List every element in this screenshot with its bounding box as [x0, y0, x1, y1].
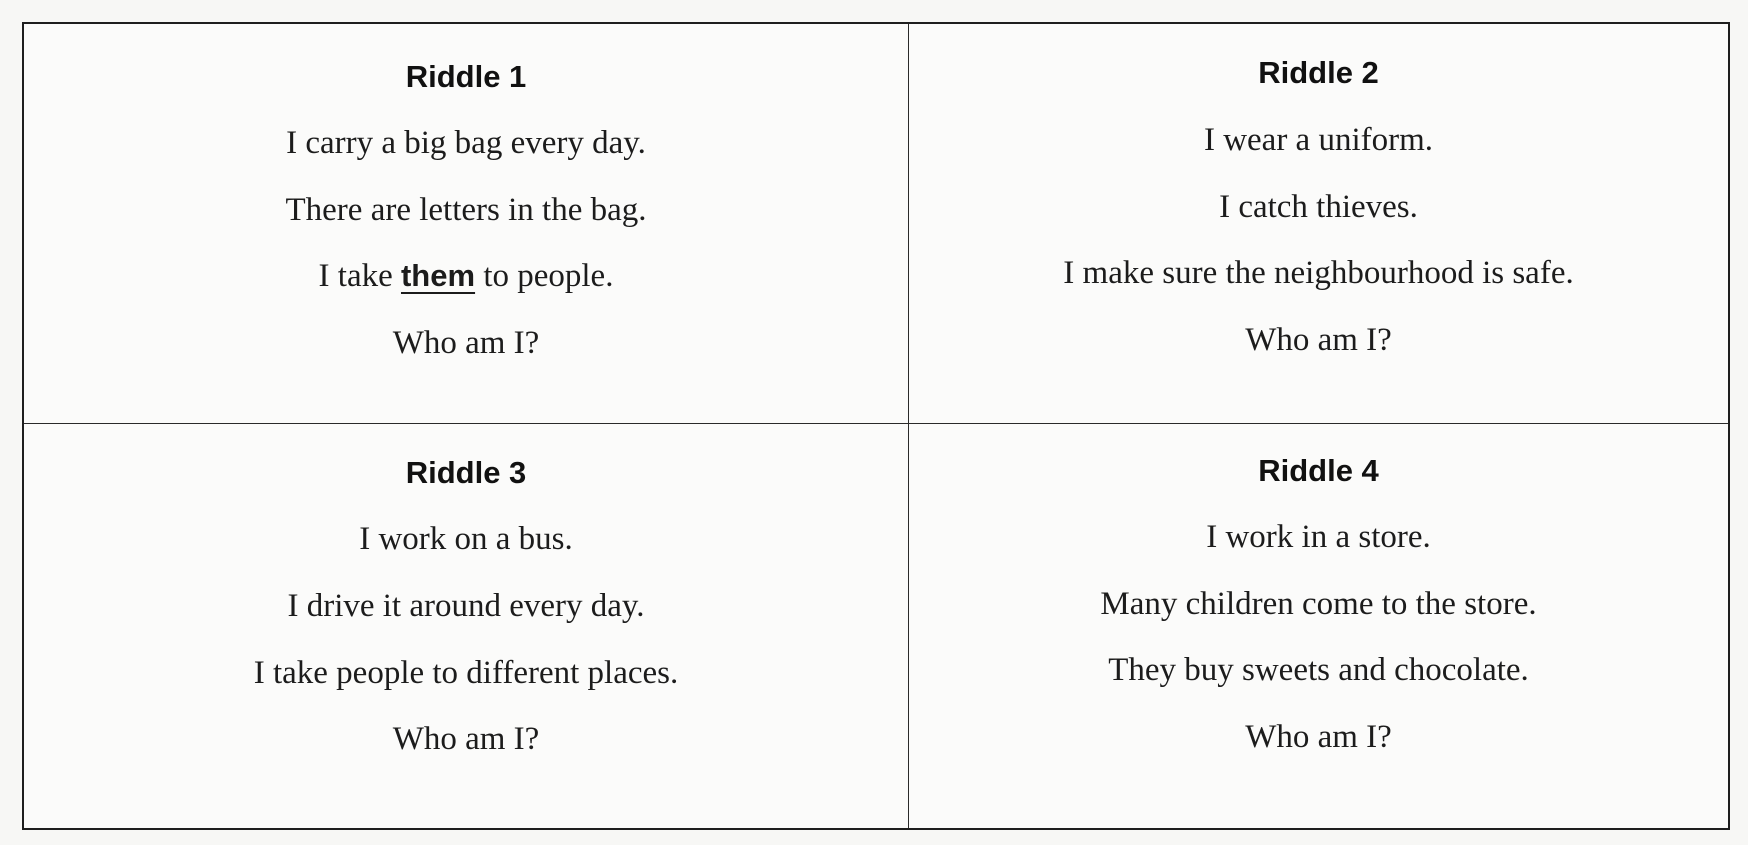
- riddle-1-line-1: I carry a big bag every day.: [286, 125, 646, 161]
- riddle-4-title: Riddle 4: [1258, 453, 1379, 488]
- riddle-1-emphasized-word: them: [400, 258, 476, 293]
- riddle-4-line-2: Many children come to the store.: [1100, 586, 1537, 622]
- riddle-3-card: [24, 424, 909, 828]
- riddle-3-question: Who am I?: [392, 721, 540, 757]
- riddle-4-line-1: I work in a store.: [1206, 519, 1431, 555]
- riddle-4-question: Who am I?: [1245, 719, 1392, 755]
- riddle-3-line-1: I work on a bus.: [359, 521, 573, 557]
- riddle-2-line-1: I wear a uniform.: [1203, 122, 1434, 158]
- riddle-4-card: [909, 424, 1728, 828]
- riddle-2-title: Riddle 2: [1258, 55, 1379, 90]
- riddle-2-line-3: I make sure the neighbourhood is safe.: [1063, 255, 1574, 291]
- riddle-1-question: Who am I?: [392, 325, 540, 361]
- riddle-1-card: [24, 24, 909, 424]
- riddle-2-question: Who am I?: [1245, 322, 1392, 358]
- riddle-1-line-3-start: I take: [318, 258, 401, 294]
- riddle-1-line-2: There are letters in the bag.: [285, 192, 647, 228]
- riddle-table: [22, 22, 1730, 830]
- riddle-3-line-3: I take people to different places.: [253, 655, 679, 691]
- riddle-1-title: Riddle 1: [405, 59, 527, 94]
- riddle-2-card: [909, 24, 1728, 424]
- riddle-3-title: Riddle 3: [405, 455, 527, 490]
- riddle-3-line-2: I drive it around every day.: [287, 588, 645, 624]
- riddle-2-line-2: I catch thieves.: [1219, 189, 1418, 225]
- riddle-1-line-3-end: to people.: [475, 258, 614, 294]
- riddle-1-line-3: [24, 257, 908, 295]
- riddle-4-line-3: They buy sweets and chocolate.: [1108, 652, 1529, 688]
